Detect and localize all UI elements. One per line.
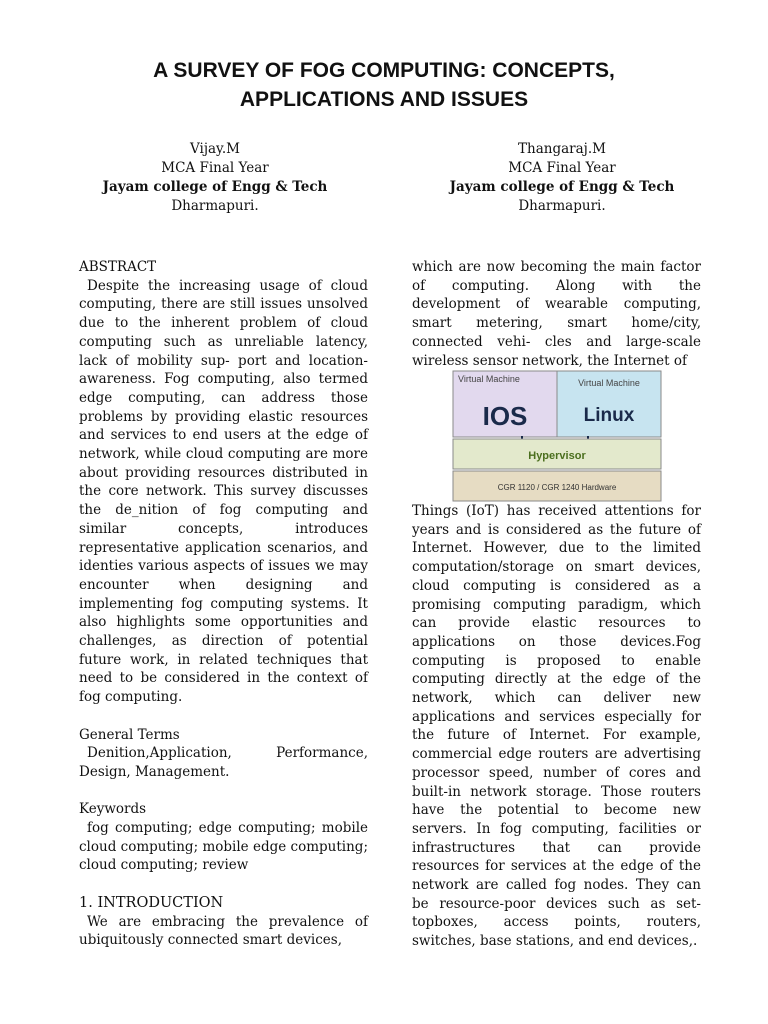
abstract-heading: ABSTRACT xyxy=(79,259,157,275)
abstract-body: Despite the increasing usage of cloud computing, there are still issues unsolved due to the inherent problem of cloud computing such as unreliable latency, lack of mobility sup- port and location-awareness. Fog computing, also termed edge computing, can address those problems by providing elastic resources and services to end users at the edge of network, while cloud computing are more about providing resources distributed in the core network. This survey discusses the de_nition of fog computing and similar concepts, introduces representative application scenarios, and identies various aspects of issues we may encounter when designing and implementing fog computing systems. It also highlights some opportunities and challenges, as direction of potential future work, in related techniques that need to be considered in the context of fog computing. xyxy=(79,277,368,706)
introduction-heading: 1. INTRODUCTION xyxy=(79,894,224,911)
author-role: MCA Final Year xyxy=(508,160,616,176)
left-column xyxy=(79,258,368,950)
title-line-2: APPLICATIONS AND ISSUES xyxy=(239,88,529,111)
author-block-2 xyxy=(412,140,712,216)
author-city: Dharmapuri. xyxy=(171,198,259,214)
author-name: Vijay.M xyxy=(189,141,240,157)
vm1-header: Virtual Machine xyxy=(458,374,520,384)
hardware-label: CGR 1120 / CGR 1240 Hardware xyxy=(497,483,617,492)
hypervisor-label: Hypervisor xyxy=(528,450,586,462)
vm1-os-label: IOS xyxy=(482,401,528,431)
author-role: MCA Final Year xyxy=(161,160,269,176)
introduction-body-right-bottom: Things (IoT) has received attentions for years and is considered as the future of Internet. However, due to the limited computation/storage on smart devices, cloud computing is considered as a promising computing paradigm, which can provide elastic resources to applications on those devices.Fog computing is proposed to enable computing directly at the edge of the network, which can deliver new applications and services especially for the future of Internet. For example, commercial edge routers are advertising processor speed, number of cores and built-in network storage. Those routers have the potential to become new servers. In fog computing, facilities or infrastructures that can provide resources for services at the edge of the network are called fog nodes. They can be resource-poor devices such as set-topboxes, access points, routers, switches, base stations, and end devices,. xyxy=(412,503,701,950)
introduction-body-left: We are embracing the prevalence of ubiquitously connected smart devices, xyxy=(79,913,368,949)
author-block-1 xyxy=(65,140,365,216)
title-line-1: A SURVEY OF FOG COMPUTING: CONCEPTS, xyxy=(153,59,615,82)
introduction-body-right-top: which are now becoming the main factor of computing. Along with the development of wearable computing, smart metering, smart home/city, connected vehi- cles and large-scale wireless sensor network, the Internet of xyxy=(412,259,701,369)
virtualization-figure xyxy=(452,370,662,502)
paper-title xyxy=(0,56,768,114)
keywords-heading: Keywords xyxy=(79,801,147,818)
general-terms-heading: General Terms xyxy=(79,726,180,743)
author-name: Thangaraj.M xyxy=(518,141,606,157)
right-column-bottom xyxy=(412,502,701,951)
general-terms-body: Denition,Application, Performance, Design, Management. xyxy=(79,745,368,780)
right-column-top xyxy=(412,258,701,370)
author-institution: Jayam college of Engg & Tech xyxy=(449,179,675,195)
vm2-header: Virtual Machine xyxy=(578,378,640,388)
keywords-body: fog computing; edge computing; mobile cloud computing; mobile edge computing; cloud computing; review xyxy=(79,820,368,874)
vm2-os-label: Linux xyxy=(583,405,635,426)
author-institution: Jayam college of Engg & Tech xyxy=(102,179,328,195)
author-city: Dharmapuri. xyxy=(518,198,606,214)
